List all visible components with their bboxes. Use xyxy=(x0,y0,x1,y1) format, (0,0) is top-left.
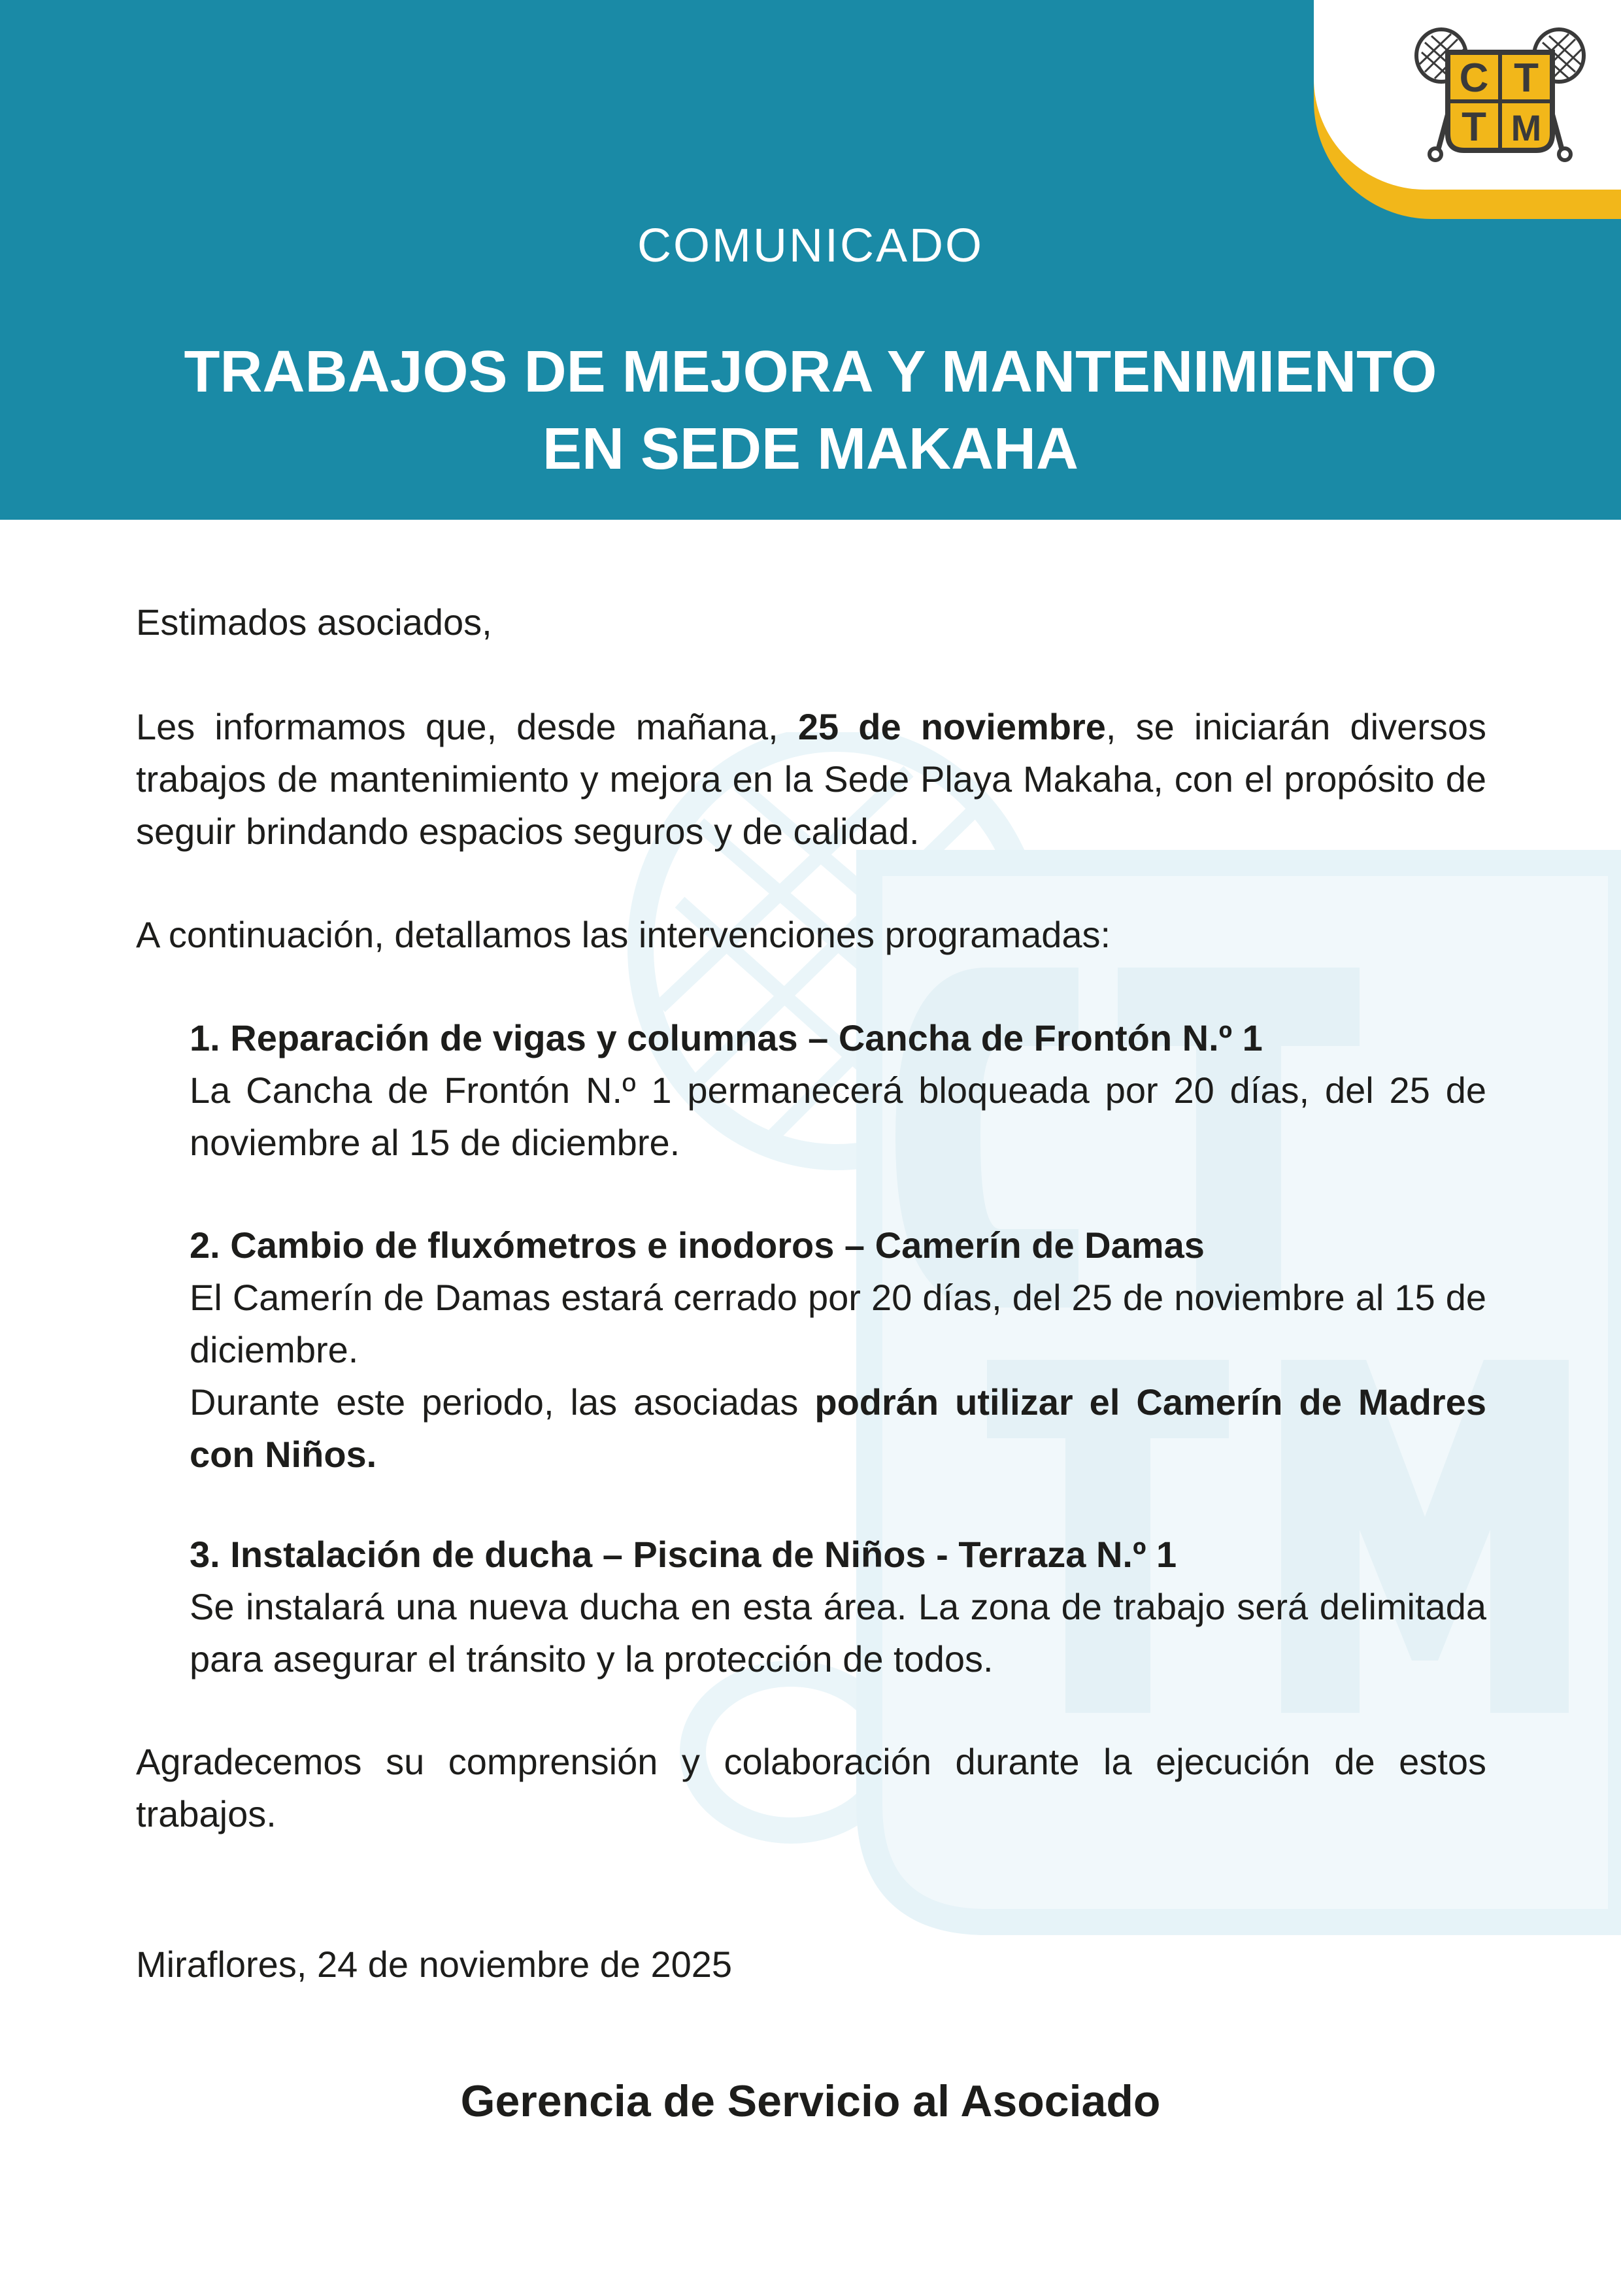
crest-letter: M xyxy=(1511,107,1542,148)
club-crest-icon xyxy=(1412,26,1588,163)
intro-text: Les informamos que, desde mañana, xyxy=(136,706,798,747)
list-intro: A continuación, detallamos las intervenciones programadas: xyxy=(136,914,1111,955)
title-line-2: EN SEDE MAKAHA xyxy=(542,416,1079,482)
header-eyebrow: COMUNICADO xyxy=(637,220,984,272)
item-note-bold: podrán utilizar el Camerín de Madres con Niños. xyxy=(190,1381,1486,1475)
signature: Gerencia de Servicio al Asociado xyxy=(460,2076,1161,2126)
intro-paragraph xyxy=(136,701,1486,858)
list-item xyxy=(190,1219,1486,1481)
crest-letter: C xyxy=(1459,56,1489,101)
intro-date: 25 de noviembre xyxy=(797,706,1106,747)
intro-text-continued: , se iniciarán diversos trabajos de mantenimiento y mejora en la Sede Playa Makaha, con el propósito de seguir brindando espacios seguros y de calidad. xyxy=(136,706,1486,852)
place-date: Miraflores, 24 de noviembre de 2025 xyxy=(136,1944,733,1985)
page-title xyxy=(92,333,1529,488)
item-title: 2. Cambio de fluxómetros e inodoros – Camerín de Damas xyxy=(190,1224,1205,1266)
item-title: 3. Instalación de ducha – Piscina de Niños - Terraza N.º 1 xyxy=(190,1534,1177,1575)
item-text: Se instalará una nueva ducha en esta área. La zona de trabajo será delimitada para asegurar el tránsito y la protección de todos. xyxy=(190,1586,1486,1680)
item-text: La Cancha de Frontón N.º 1 permanecerá bloqueada por 20 días, del 25 de noviembre al 15 de diciembre. xyxy=(190,1070,1486,1163)
item-note: Durante este periodo, las asociadas xyxy=(190,1381,815,1423)
crest-letter: T xyxy=(1514,56,1539,101)
greeting: Estimados asociados, xyxy=(136,601,492,643)
list-item xyxy=(190,1528,1486,1685)
crest-letter: T xyxy=(1462,105,1486,150)
item-title: 1. Reparación de vigas y columnas – Cancha de Frontón N.º 1 xyxy=(190,1017,1263,1058)
title-line-1: TRABAJOS DE MEJORA Y MANTENIMIENTO xyxy=(184,339,1437,405)
closing-paragraph: Agradecemos su comprensión y colaboración durante la ejecución de estos trabajos. xyxy=(136,1741,1486,1834)
item-text: El Camerín de Damas estará cerrado por 20 días, del 25 de noviembre al 15 de diciembre. xyxy=(190,1277,1486,1370)
list-item xyxy=(190,1012,1486,1169)
